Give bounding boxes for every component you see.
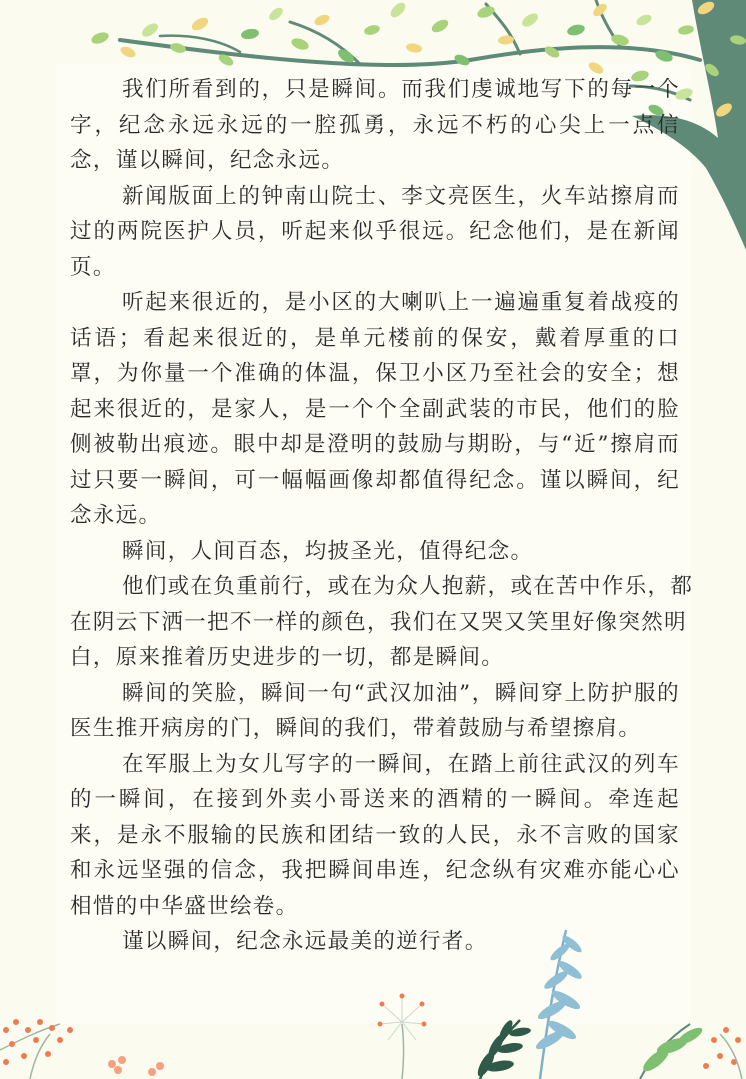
green-leaves-illustration [640, 1024, 742, 1079]
article-paragraph: 在军服上为女儿写字的一瞬间，在踏上前往武汉的列车的一瞬间，在接到外卖小哥送来的酒精的一瞬间。牵连起来，是永不服输的民族和团结一致的人民，永不言败的国家和永远坚强的信念，我把瞬间串连，纪念纵有灾难亦能心心相惜的中华盛世绘卷。 [70, 751, 680, 919]
article-paragraph: 谨以瞬间，纪念永远最美的逆行者。 [122, 929, 488, 954]
article-paragraph: 瞬间，人间百态，均披圣光，值得纪念。 [122, 538, 534, 564]
article-paragraph: 新闻版面上的钟南山院士、李文亮医生，火车站擦肩而过的两院医护人员，听起来似乎很远。纪念他们，是在新闻页。 [70, 183, 680, 280]
article-paragraph: 瞬间的笑脸，瞬间一句“武汉加油”，瞬间穿上防护服的医生推开病房的门，瞬间的我们，带着鼓励与希望擦肩。 [70, 680, 680, 741]
article-paragraph: 他们或在负重前行，或在为众人抱薪，或在苦中作乐，都在阴云下洒一把不一样的颜色，我们在又哭又笑里好像突然明白，原来推着历史进步的一切，都是瞬间。 [70, 574, 694, 670]
article-paragraph: 我们所看到的，只是瞬间。而我们虔诚地写下的每一个字，纪念永远永远的一腔孤勇，永远不朽的心尖上一点信念，谨以瞬间，纪念永远。 [70, 77, 680, 173]
article-paragraph: 听起来很近的，是小区的大喇叭上一遍遍重复着战疫的话语；看起来很近的，是单元楼前的保安，戴着厚重的口罩，为你量一个准确的体温，保卫小区乃至社会的安全；想起来很近的，是家人，是一个个全副武装的市民，他们的脸侧被勒出痕迹。眼中却是澄明的鼓励与期盼，与“近”擦肩而过只要一瞬间，可一幅幅画像却都值得纪念。谨以瞬间，纪念永远。 [70, 290, 680, 528]
article-body [70, 72, 694, 960]
dandelion-illustration [378, 994, 427, 1079]
dark-fern-illustration [475, 1018, 532, 1079]
